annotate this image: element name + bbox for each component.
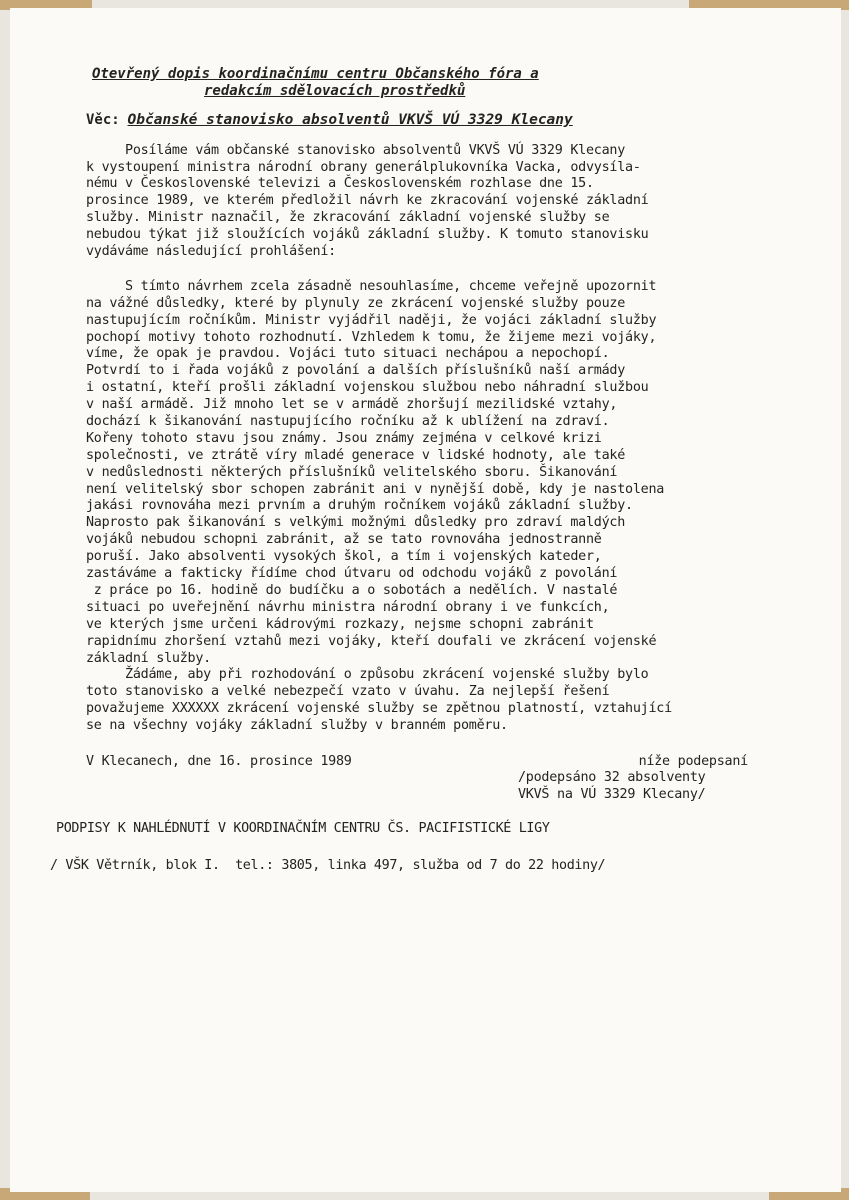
text-line: Posíláme vám občanské stanovisko absolventů VKVŠ VÚ 3329 Klecany bbox=[86, 142, 626, 158]
footer-line-1: PODPISY K NAHLÉDNUTÍ V KOORDINAČNÍM CENTRU ČS. PACIFISTICKÉ LIGY bbox=[56, 820, 550, 836]
text-line: v naší armádě. Již mnoho let se v armádě zhoršují mezilidské vztahy, bbox=[86, 397, 618, 413]
text-line: toto stanovisko a velké nebezpečí vzato v úvahu. Za nejlepší řešení bbox=[86, 684, 610, 700]
text-line: i ostatní, kteří prošli základní vojenskou službou nebo náhradní službou bbox=[86, 380, 649, 396]
text-line: vojáků nebudou schopni zabránit, až se tato rovnováha jednostranně bbox=[86, 532, 602, 548]
paragraph-request bbox=[86, 667, 826, 735]
letter-heading bbox=[86, 66, 826, 100]
text-line: zastáváme a fakticky řídíme chod útvaru od odchodu vojáků z povolání bbox=[86, 566, 618, 582]
text-line: ve kterých jsme určeni kádrovými rozkazy, nejsme schopni zabránit bbox=[86, 616, 594, 632]
text-line: se na všechny vojáky základní služby v branném poměru. bbox=[86, 718, 508, 734]
text-line: rapidnímu zhoršení vztahů mezi vojáky, kteří doufali ve zkrácení vojenské bbox=[86, 633, 657, 649]
signed-note-2: /podepsáno 32 absolventy bbox=[518, 769, 706, 785]
paragraph-intro bbox=[86, 143, 826, 261]
text-line: jakási rovnováha mezi prvním a druhým ročníkem vojáků základní služby. bbox=[86, 498, 633, 514]
text-line: služby. Ministr naznačil, že zkracování základní vojenské služby se bbox=[86, 210, 610, 226]
text-line: z práce po 16. hodině do budíčku a o sobotách a nedělích. V nastalé bbox=[86, 582, 618, 598]
text-line: nému v Československé televizi a Československém rozhlase dne 15. bbox=[86, 176, 594, 192]
text-line: základní služby. bbox=[86, 650, 211, 666]
text-line: víme, že opak je pravdou. Vojáci tuto situaci nechápou a nepochopí. bbox=[86, 346, 610, 362]
text-line: prosince 1989, ve kterém předložil návrh ke zkracování vojenské základní bbox=[86, 193, 649, 209]
text-line: vydáváme následující prohlášení: bbox=[86, 244, 336, 260]
text-line: není velitelský sbor schopen zabránit ani v nynější době, kdy je nastolena bbox=[86, 481, 665, 497]
text-line: nebudou týkat již sloužících vojáků základní služby. K tomuto stanovisku bbox=[86, 227, 649, 243]
heading-line-2: redakcím sdělovacích prostředků bbox=[204, 82, 466, 99]
text-line: v nedůslednosti některých příslušníků velitelského sboru. Šikanování bbox=[86, 464, 618, 480]
letter-document bbox=[50, 66, 826, 874]
text-line: poruší. Jako absolventi vysokých škol, a tím i vojenských kateder, bbox=[86, 549, 602, 565]
text-line: dochází k šikanování nastupujícího ročníku až k ublížení na zdraví. bbox=[86, 414, 610, 430]
text-line: nastupujícím ročníkům. Ministr vyjádřil naději, že vojáci základní služby bbox=[86, 312, 657, 328]
signed-note-3: VKVŠ na VÚ 3329 Klecany/ bbox=[518, 786, 706, 802]
heading-line-1: Otevřený dopis koordinačnímu centru Občanského fóra a bbox=[92, 66, 539, 82]
subject-text: Občanské stanovisko absolventů VKVŠ VÚ 3329 Klecany bbox=[127, 111, 573, 128]
text-line: S tímto návrhem zcela zásadně nesouhlasíme, chceme veřejně upozornit bbox=[86, 278, 657, 294]
text-line: společnosti, ve ztrátě víry mladé generace v lidské hodnoty, ale také bbox=[86, 447, 626, 463]
text-line: Žádáme, aby při rozhodování o způsobu zkrácení vojenské služby bylo bbox=[86, 667, 649, 683]
text-line: Potvrdí to i řada vojáků z povolání a dalších příslušníků naší armády bbox=[86, 363, 626, 379]
text-line: na vážné důsledky, které by plynuly ze zkrácení vojenské služby pouze bbox=[86, 295, 626, 311]
text-line: Kořeny tohoto stavu jsou známy. Jsou známy zejména v celkové krizi bbox=[86, 430, 602, 446]
date-signature-row bbox=[86, 753, 826, 770]
text-line: pochopí motivy tohoto rozhodnutí. Vzhledem k tomu, že žijeme mezi vojáky, bbox=[86, 329, 657, 345]
footer-line-2: / VŠK Větrník, blok I. tel.: 3805, linka 497, služba od 7 do 22 hodiny/ bbox=[50, 857, 606, 873]
paragraph-statement bbox=[86, 279, 826, 667]
text-line: považujeme XXXXXX zkrácení vojenské služby se zpětnou platností, vztahující bbox=[86, 701, 672, 717]
subject-label: Věc: bbox=[86, 111, 120, 128]
text-line: k vystoupení ministra národní obrany generálplukovníka Vacka, odvysíla- bbox=[86, 159, 641, 175]
date-place: V Klecanech, dne 16. prosince 1989 bbox=[86, 753, 352, 769]
text-line: situaci po uveřejnění návrhu ministra národní obrany i ve funkcích, bbox=[86, 599, 610, 615]
signed-note-1: níže podepsaní bbox=[638, 753, 748, 769]
subject-line bbox=[86, 112, 826, 129]
text-line: Naprosto pak šikanování s velkými možnými důsledky pro zdraví maldých bbox=[86, 515, 626, 531]
